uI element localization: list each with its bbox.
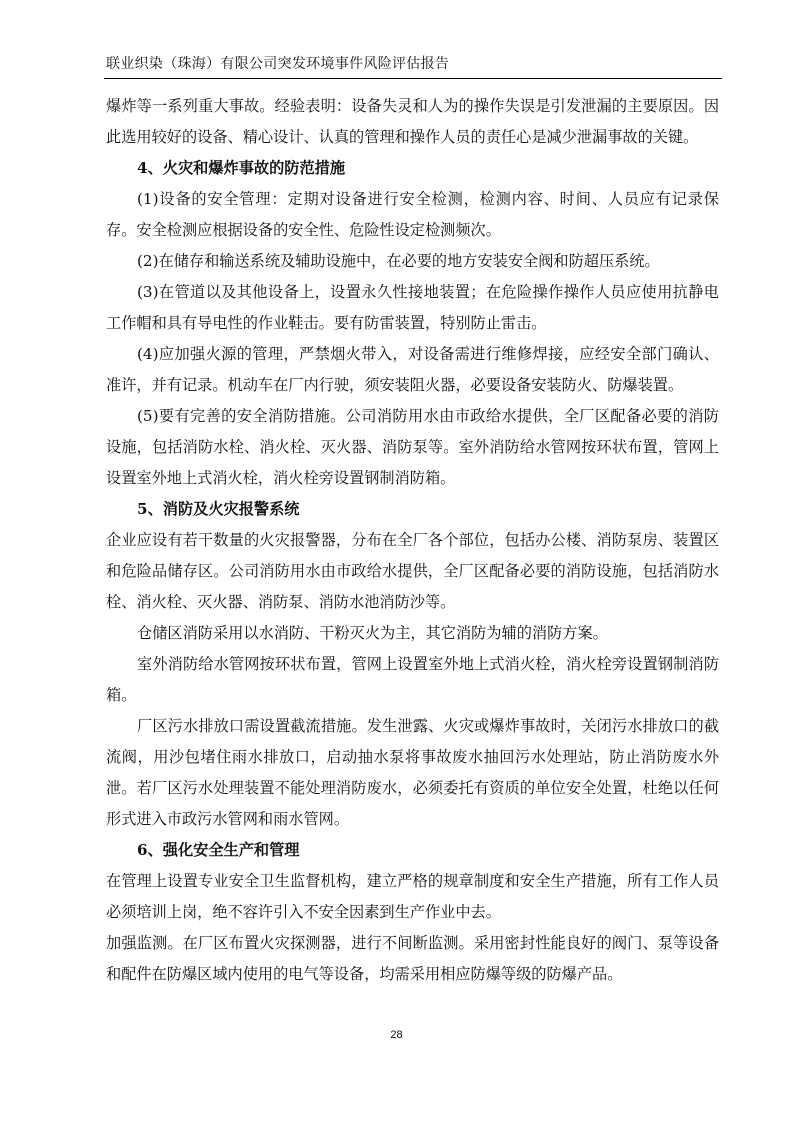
page-number: 28 bbox=[390, 1029, 403, 1041]
measure-fire-source: (4)应加强火源的管理，严禁烟火带入，对设备需进行维修焊接，应经安全部门确认、准许，并有记录。机动车在厂内行驶，须安装阻火器，必要设备安装防火、防爆装置。 bbox=[106, 345, 719, 394]
page-header: 联业织染（珠海）有限公司突发环境事件风险评估报告 bbox=[106, 56, 450, 72]
paragraph-management-structure: 在管理上设置专业安全卫生监督机构，建立严格的规章制度和安全生产措施，所有工作人员必须培训上岗，绝不容许引入不安全因素到生产作业中去。 bbox=[106, 872, 719, 921]
measure-fire-fighting: (5)要有完善的安全消防措施。公司消防用水由市政给水提供，全厂区配备必要的消防设施，包括消防水栓、消火栓、灭火器、消防泵等。室外消防给水管网按环状布置，管网上设置室外地上式消火栓，消火栓旁设置钢制消防箱。 bbox=[106, 407, 719, 487]
measure-equipment-safety: (1)设备的安全管理：定期对设备进行安全检测，检测内容、时间、人员应有记录保存。安全检测应根据设备的安全性、危险性设定检测频次。 bbox=[106, 190, 719, 239]
document-body bbox=[106, 91, 719, 990]
measure-grounding: (3)在管道以及其他设备上，设置永久性接地装置；在危险操作操作人员应使用抗静电工作帽和具有导电性的作业鞋击。要有防雷装置，特别防止雷击。 bbox=[106, 283, 719, 332]
paragraph-monitoring: 加强监测。在厂区布置火灾探测器，进行不间断监测。采用密封性能良好的阀门、泵等设备和配件在防爆区域内使用的电气等设备，均需采用相应防爆等级的防爆产品。 bbox=[106, 934, 719, 983]
header-divider bbox=[104, 78, 722, 79]
paragraph-warehouse-fire-plan: 仓储区消防采用以水消防、干粉灭火为主，其它消防为辅的消防方案。 bbox=[137, 624, 608, 642]
section-heading-fire-alarm-system: 5、消防及火灾报警系统 bbox=[137, 500, 300, 518]
paragraph-outdoor-hydrant-network: 室外消防给水管网按环状布置，管网上设置室外地上式消火栓，消火栓旁设置钢制消防箱。 bbox=[106, 655, 719, 704]
section-heading-safety-management: 6、强化安全生产和管理 bbox=[137, 841, 300, 859]
section-heading-fire-explosion-measures: 4、火灾和爆炸事故的防范措施 bbox=[137, 159, 346, 177]
measure-safety-valves: (2)在储存和输送系统及辅助设施中，在必要的地方安装安全阀和防超压系统。 bbox=[137, 252, 660, 270]
paragraph-fire-alarms: 企业应设有若干数量的火灾报警器，分布在全厂各个部位，包括办公楼、消防泵房、装置区和危险品储存区。公司消防用水由市政给水提供，全厂区配备必要的消防设施，包括消防水栓、消火栓、灭火器、消防泵、消防水池消防沙等。 bbox=[106, 531, 719, 611]
paragraph-leak-causes: 爆炸等一系列重大事故。经验表明：设备失灵和人为的操作失误是引发泄漏的主要原因。因此选用较好的设备、精心设计、认真的管理和操作人员的责任心是减少泄漏事故的关键。 bbox=[106, 97, 719, 146]
paragraph-sewage-interception: 厂区污水排放口需设置截流措施。发生泄露、火灾或爆炸事故时，关闭污水排放口的截流阀，用沙包堵住雨水排放口，启动抽水泵将事故废水抽回污水处理站，防止消防废水外泄。若厂区污水处理装置不能处理消防废水，必须委托有资质的单位安全处置，杜绝以任何形式进入市政污水管网和雨水管网。 bbox=[106, 717, 719, 828]
